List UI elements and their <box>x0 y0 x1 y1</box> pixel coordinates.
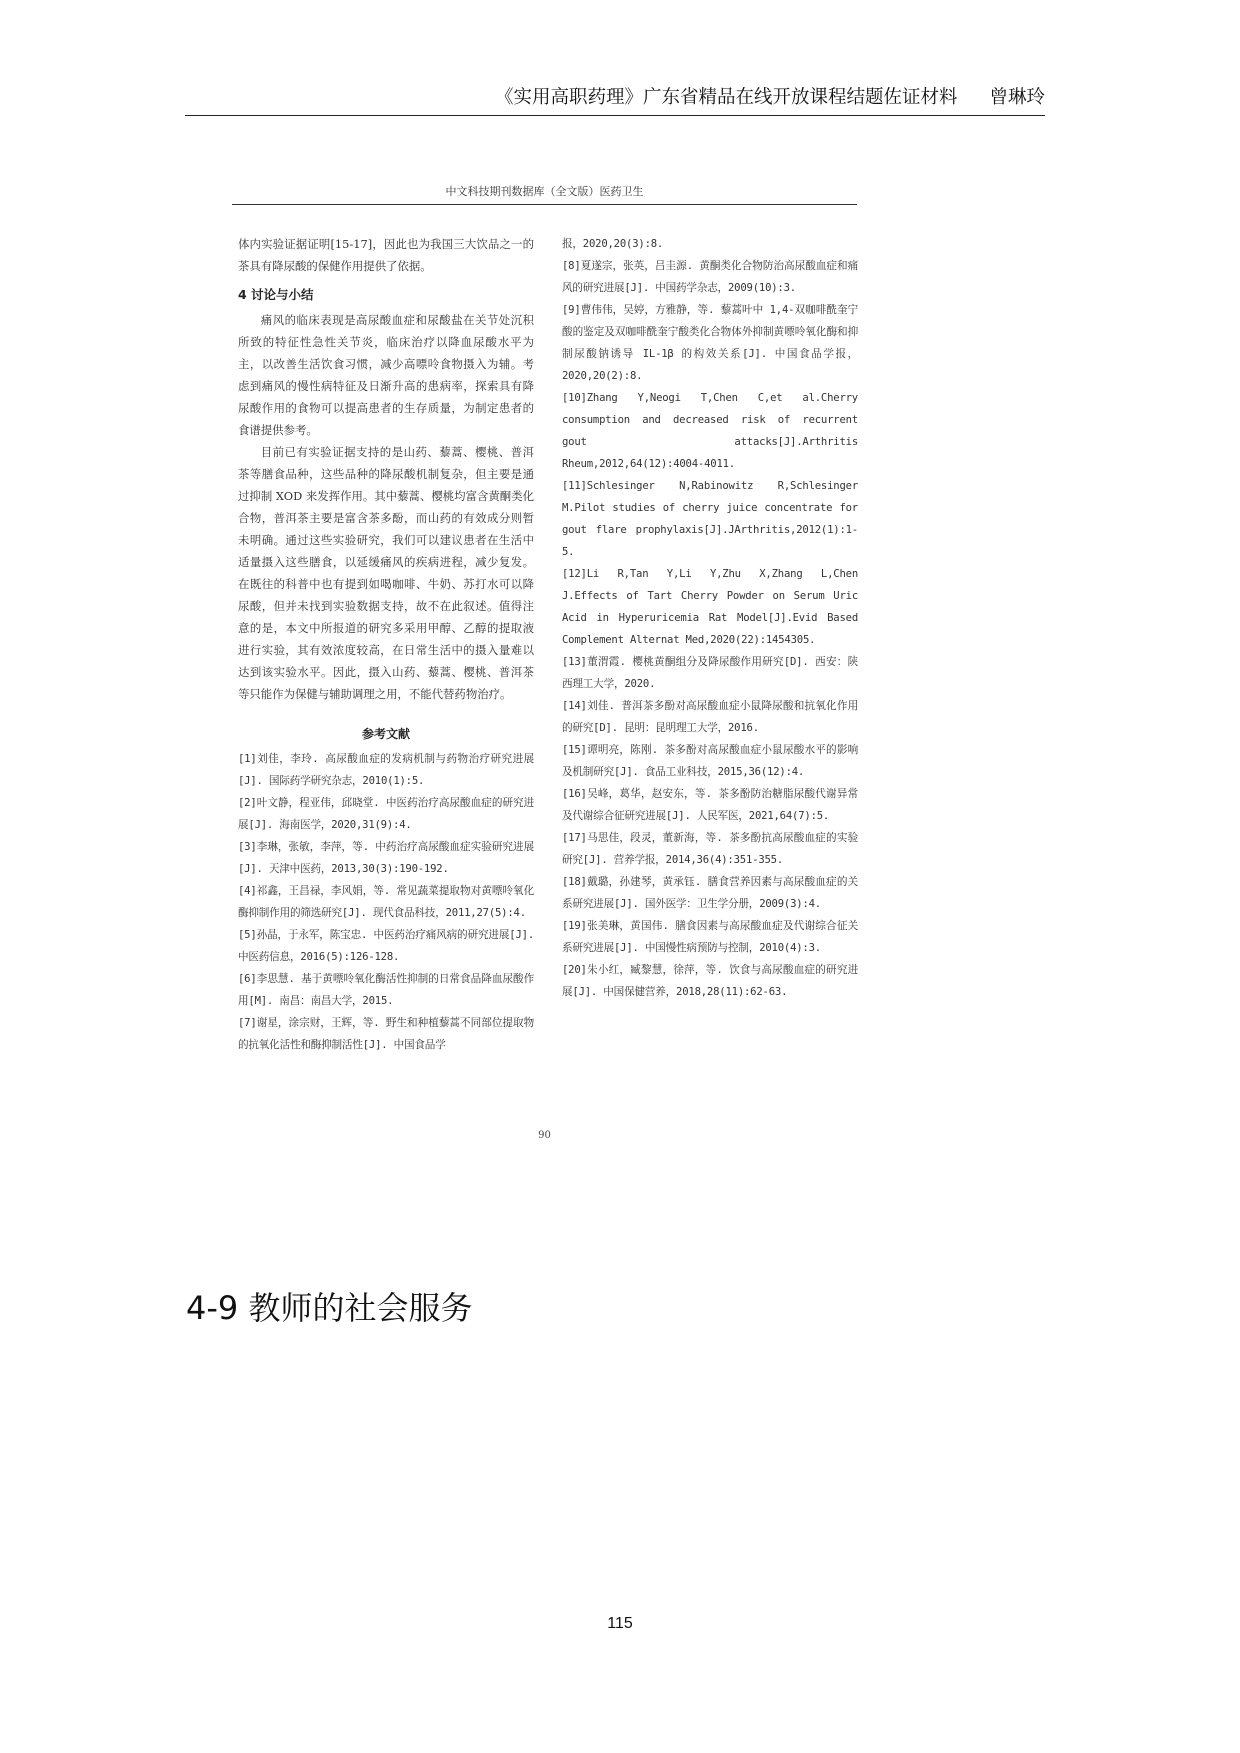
reference-item: [8]夏遂宗，张英，吕圭源. 黄酮类化合物防治高尿酸血症和痛风的研究进展[J]. 中国药学杂志，2009(10):3. <box>562 260 858 294</box>
article-right-column <box>562 233 858 1003</box>
journal-page-number: 90 <box>538 1130 551 1141</box>
reference-item: [12]Li R,Tan Y,Li Y,Zhu X,Zhang L,Chen J.Effects of Tart Cherry Powder on Serum Uric Acid in Hyperuricemia Rat Model[J].Evid Based Complement Alternat Med,2020(22):1454305. <box>562 568 858 646</box>
article-left-column <box>238 233 534 1056</box>
reference-item: [2]叶文静，程亚伟，邱晓堂. 中医药治疗高尿酸血症的研究进展[J]. 海南医学，2020,31(9):4. <box>238 797 534 831</box>
page-number: 115 <box>607 1615 633 1632</box>
reference-item: [3]李琳，张敏，李萍，等. 中药治疗高尿酸血症实验研究进展[J]. 天津中医药，2013,30(3):190-192. <box>238 841 534 875</box>
reference-item: [10]Zhang Y,Neogi T,Chen C,et al.Cherry consumption and decreased risk of recurrent gout attacks[J].Arthritis Rheum,2012,64(12):4004-4011. <box>562 392 858 470</box>
document-header <box>185 84 1045 116</box>
scanned-article-page <box>232 183 857 1153</box>
reference-item: [19]张美琳，黄国伟. 膳食因素与高尿酸血症及代谢综合征关系研究进展[J]. 中国慢性病预防与控制，2010(4):3. <box>562 920 858 954</box>
reference-item: [11]Schlesinger N,Rabinowitz R,Schlesinger M.Pilot studies of cherry juice concentrate for gout flare prophylaxis[J].JArthritis,2012(1):1-5. <box>562 480 858 558</box>
reference-item: [6]李思慧. 基于黄嘌呤氧化酶活性抑制的日常食品降血尿酸作用[M]. 南昌：南昌大学，2015. <box>238 973 534 1007</box>
header-author: 曾琳玲 <box>989 87 1045 108</box>
reference-item: [1]刘佳，李玲. 高尿酸血症的发病机制与药物治疗研究进展[J]. 国际药学研究杂志，2010(1):5. <box>238 753 534 787</box>
section-heading: 4-9 教师的社会服务 <box>186 1289 473 1327</box>
reference-item: [5]孙晶，于永军，陈宝忠. 中医药治疗痛风病的研究进展[J]. 中医药信息，2016(5):126-128. <box>238 929 534 963</box>
intro-paragraph: 体内实验证据证明[15-17]，因此也为我国三大饮品之一的茶具有降尿酸的保健作用提供了依据。 <box>238 237 534 273</box>
reference-item: 报，2020,20(3):8. <box>562 238 664 250</box>
reference-item: [20]朱小红，臧黎慧，徐萍，等. 饮食与高尿酸血症的研究进展[J]. 中国保健营养，2018,28(11):62-63. <box>562 964 858 998</box>
section-title: 4 讨论与小结 <box>238 287 314 302</box>
journal-header: 中文科技期刊数据库（全文版）医药卫生 <box>232 183 857 205</box>
reference-item: [14]刘佳. 普洱茶多酚对高尿酸血症小鼠降尿酸和抗氧化作用的研究[D]. 昆明：昆明理工大学，2016. <box>562 700 858 734</box>
reference-item: [17]马思佳，段灵，董新海，等. 茶多酚抗高尿酸血症的实验研究[J]. 营养学报，2014,36(4):351-355. <box>562 832 858 866</box>
header-title: 《实用高职药理》广东省精品在线开放课程结题佐证材料 <box>494 87 958 108</box>
discussion-paragraph-2: 目前已有实验证据支持的是山药、藜蒿、樱桃、普洱茶等膳食品种，这些品种的降尿酸机制复杂，但主要是通过抑制 XOD 来发挥作用。其中藜蒿、樱桃均富含黄酮类化合物，普洱茶主要是富含茶多酚，而山药的有效成分则暂未明确。通过这些实验研究，我们可以建议患者在生活中适量摄入这些膳食，以延缓痛风的疾病进程，减少复发。在既往的科普中也有提到如喝咖啡、牛奶、苏打水可以降尿酸，但并未找到实验数据支持，故不在此叙述。值得注意的是，本文中所报道的研究多采用甲醇、乙醇的提取液进行实验，其有效浓度较高，在日常生活中的摄入量难以达到该实验水平。因此，摄入山药、藜蒿、樱桃、普洱茶等只能作为保健与辅助调理之用，不能代替药物治疗。 <box>238 445 534 701</box>
reference-item: [18]戴璐，孙建琴，黄承钰. 膳食营养因素与高尿酸血症的关系研究进展[J]. 国外医学：卫生学分册，2009(3):4. <box>562 876 858 910</box>
reference-item: [13]董渭霞. 樱桃黄酮组分及降尿酸作用研究[D]. 西安：陕西理工大学，2020. <box>562 656 858 690</box>
references-title: 参考文献 <box>361 727 410 741</box>
reference-item: [7]谢星，涂宗财，王辉，等. 野生和种植藜蒿不同部位提取物的抗氧化活性和酶抑制活性[J]. 中国食品学 <box>238 1017 534 1051</box>
discussion-paragraph-1: 痛风的临床表现是高尿酸血症和尿酸盐在关节处沉积所致的特征性急性关节炎，临床治疗以降血尿酸水平为主，以改善生活饮食习惯，减少高嘌呤食物摄入为辅。考虑到痛风的慢性病特征及日渐升高的患病率，探索具有降尿酸作用的食物可以提高患者的生存质量，为制定患者的食谱提供参考。 <box>238 313 534 437</box>
reference-item: [15]谭明亮，陈刚. 茶多酚对高尿酸血症小鼠尿酸水平的影响及机制研究[J]. 食品工业科技，2015,36(12):4. <box>562 744 858 778</box>
reference-item: [16]吴峰，葛华，赵安东，等. 茶多酚防治糖脂尿酸代谢异常及代谢综合征研究进展[J]. 人民军医，2021,64(7):5. <box>562 788 858 822</box>
reference-item: [4]祁鑫，王昌禄，李风娟，等. 常见蔬菜提取物对黄嘌呤氧化酶抑制作用的筛选研究[J]. 现代食品科技，2011,27(5):4. <box>238 885 534 919</box>
reference-item: [9]曹伟伟，吴婷，方雅静，等. 藜蒿叶中 1,4-双咖啡酰奎宁酸的鉴定及双咖啡酰奎宁酸类化合物体外抑制黄嘌呤氧化酶和抑制尿酸钠诱导 IL-1β 的构效关系[J]. 中国食品学报，2020,20(2):8. <box>562 304 858 382</box>
